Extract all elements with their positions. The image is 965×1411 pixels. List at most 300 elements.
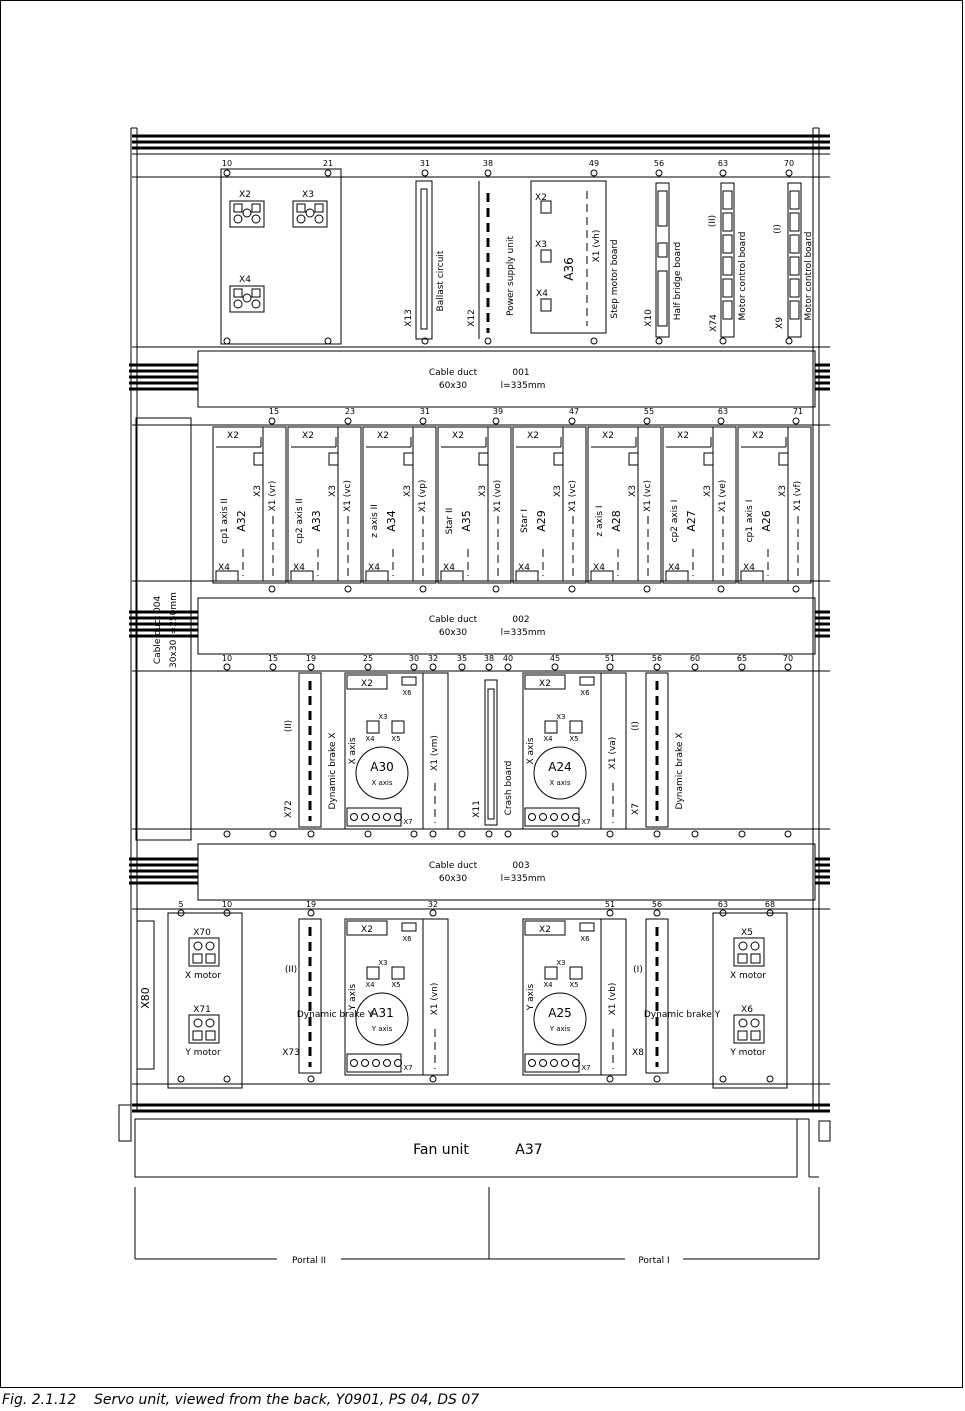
board-a33-x3-port xyxy=(329,453,338,465)
row3-position-label: 56 xyxy=(651,654,663,663)
amplifier-a31-x5-label: X5 xyxy=(391,981,401,989)
row3-hole xyxy=(785,664,791,670)
board-a34-x1-label: X1 (vp) xyxy=(418,479,428,513)
board-a28-x4-label: X4 xyxy=(593,563,605,573)
amplifier-a24-x6-port xyxy=(580,677,594,685)
cable-duct-003-size: 60x30 xyxy=(438,874,468,884)
amplifier-a30-sub: X axis xyxy=(371,779,393,787)
amplifier-a25-x5-label: X5 xyxy=(569,981,579,989)
cable-duct-001-id: 001 xyxy=(512,368,530,378)
servo-unit-drawing xyxy=(1,1,964,1389)
amplifier-a31-axis-label: Y axis xyxy=(348,983,358,1011)
motor-control-board-ii-cell xyxy=(723,213,732,231)
amplifier-a25-x7-port xyxy=(525,1054,579,1072)
row4-position-label: 10 xyxy=(221,900,233,909)
amplifier-a30-x4-port xyxy=(367,721,379,733)
motor-control-board-ii-cell xyxy=(723,279,732,297)
row4-position-label: 32 xyxy=(427,900,439,909)
connector-x4-pin xyxy=(234,300,242,308)
board-a28-x2-label: X2 xyxy=(602,431,614,441)
row1-hole xyxy=(591,170,597,176)
row2-position-label: 31 xyxy=(419,407,431,416)
motor-control-board-ii-cell xyxy=(723,235,732,253)
connector-x2-label: X2 xyxy=(239,190,251,200)
connector-x2-pin xyxy=(243,209,251,217)
board-a29-name: A29 xyxy=(535,510,548,532)
board-a29-x3-port xyxy=(554,453,563,465)
figure-caption xyxy=(2,1392,479,1408)
amplifier-a24-x1-label: X1 (va) xyxy=(608,736,618,770)
row3-hole xyxy=(607,664,613,670)
amplifier-a30-x7-pin xyxy=(373,814,380,821)
connector-x71-label: X71 xyxy=(193,1005,211,1015)
amplifier-a25-sub: Y axis xyxy=(549,1025,571,1033)
board-a32-x1-label: X1 (vr) xyxy=(268,480,278,512)
connector-x71-pin xyxy=(194,1019,202,1027)
slot-x80: X80 xyxy=(139,987,152,1009)
board-a35-x3-label: X3 xyxy=(478,485,488,497)
row3-hole xyxy=(739,664,745,670)
row1-position-label: 38 xyxy=(482,159,494,168)
connector-x5-pin xyxy=(751,954,760,963)
amplifier-a30-x7-pin xyxy=(395,814,402,821)
row3-hole xyxy=(411,831,417,837)
connector-x4-label: X4 xyxy=(239,275,251,285)
row4-hole xyxy=(308,1076,314,1082)
connector-x70-pin xyxy=(206,954,215,963)
amplifier-a30-x6-label: X6 xyxy=(402,689,412,697)
row2-hole xyxy=(420,586,426,592)
board-a35-axis-label: Star II xyxy=(445,507,455,535)
row2-hole xyxy=(644,586,650,592)
amplifier-a24-sub: X axis xyxy=(549,779,571,787)
a36-x1-label: X1 (vh) xyxy=(592,229,602,263)
crash-board xyxy=(485,680,497,825)
row1-hole xyxy=(656,170,662,176)
row1-position-label: 31 xyxy=(419,159,431,168)
fan-right-bracket xyxy=(819,1121,830,1141)
row2-hole xyxy=(569,418,575,424)
motor-connector-panel-left xyxy=(168,913,242,1088)
row3-hole xyxy=(459,831,465,837)
amplifier-a31-x7-pin xyxy=(384,1060,391,1067)
amplifier-a24-x7-pin xyxy=(562,814,569,821)
amplifier-a31-x7-pin xyxy=(351,1060,358,1067)
amplifier-a30-x1-label: X1 (vm) xyxy=(430,735,440,771)
amplifier-a30-x5-label: X5 xyxy=(391,735,401,743)
row2-hole xyxy=(793,586,799,592)
slot-x74: X74 xyxy=(709,314,719,332)
row4-hole xyxy=(607,910,613,916)
row2-hole xyxy=(345,418,351,424)
connector-x4 xyxy=(230,286,264,312)
amplifier-a25-x7-pin xyxy=(562,1060,569,1067)
row1-position-label: 56 xyxy=(653,159,665,168)
row3-hole xyxy=(607,831,613,837)
amplifier-a24-x3-label: X3 xyxy=(556,713,566,721)
amplifier-a30-x6-port xyxy=(402,677,416,685)
connector-x4-pin xyxy=(234,289,242,297)
connector-x2-pin xyxy=(252,215,260,223)
row2-position-label: 15 xyxy=(268,407,280,416)
connector-x6-pin xyxy=(739,1019,747,1027)
amplifier-a25-x7-pin xyxy=(551,1060,558,1067)
row2-hole xyxy=(269,418,275,424)
row3-hole xyxy=(365,831,371,837)
amplifier-a25-x4-label: X4 xyxy=(543,981,553,989)
row2-hole xyxy=(718,586,724,592)
row2-hole xyxy=(493,418,499,424)
cable-duct-003-name: Cable duct xyxy=(428,861,478,871)
row3-hole xyxy=(505,831,511,837)
connector-x2-pin xyxy=(234,204,242,212)
row2-position-label: 71 xyxy=(792,407,804,416)
amplifier-a24-x4-port xyxy=(545,721,557,733)
half-bridge-slot xyxy=(658,191,667,226)
amplifier-a24-x7-label: X7 xyxy=(581,818,591,826)
board-a27-x2-label: X2 xyxy=(677,431,689,441)
motor-control-board-i-cell xyxy=(790,235,799,253)
row3-hole xyxy=(486,831,492,837)
dynamic-brake-x-i-tag: (I) xyxy=(631,721,641,731)
connector-x6-pin xyxy=(751,1019,759,1027)
row1-hole xyxy=(422,170,428,176)
connector-x5-pin xyxy=(751,942,759,950)
figure-title: Servo unit, viewed from the back, Y0901, PS 04, DS 07 xyxy=(94,1392,480,1408)
row4-hole xyxy=(654,910,660,916)
board-a29-x4-label: X4 xyxy=(518,563,530,573)
cabinet xyxy=(119,128,830,1266)
amplifier-a25-x7-label: X7 xyxy=(581,1064,591,1072)
amplifier-a31-x2-label: X2 xyxy=(361,925,373,935)
row1-position-label: 10 xyxy=(221,159,233,168)
row1-position-label: 70 xyxy=(783,159,795,168)
row2-hole xyxy=(569,586,575,592)
dynamic-brake-y-ii-tag: (II) xyxy=(284,965,298,975)
row3-hole xyxy=(224,831,230,837)
cable-duct-002-id: 002 xyxy=(512,615,530,625)
row1-hole xyxy=(656,338,662,344)
dynamic-brake-y-ii-label: Dynamic brake Y xyxy=(296,1010,374,1020)
row3-position-label: 70 xyxy=(782,654,794,663)
connector-x5-motor-label: X motor xyxy=(729,971,767,981)
cable-duct-001-name: Cable duct xyxy=(428,368,478,378)
connector-x71-pin xyxy=(206,1019,214,1027)
amplifier-a24-x5-label: X5 xyxy=(569,735,579,743)
row3-hole xyxy=(692,664,698,670)
connector-x2-pin xyxy=(252,204,260,212)
cable-duct-003-id: 003 xyxy=(512,861,530,871)
amplifier-a31-x6-port xyxy=(402,923,416,931)
cable-duct-002-size: 60x30 xyxy=(438,628,468,638)
row4-hole xyxy=(654,1076,660,1082)
board-a33-axis-label: cp2 axis II xyxy=(295,498,305,544)
cable-duct-001 xyxy=(198,351,815,407)
a36-x4-port xyxy=(541,299,551,311)
row2-position-label: 55 xyxy=(643,407,655,416)
amplifier-a31-name: A31 xyxy=(370,1006,394,1020)
motor-control-board-i-cell xyxy=(790,191,799,209)
connector-x3-pin xyxy=(315,215,323,223)
amplifier-a24-x5-port xyxy=(570,721,582,733)
mcb-i-tag: (I) xyxy=(773,224,783,234)
slot-x9: X9 xyxy=(775,317,785,329)
connector-x4-pin xyxy=(252,300,260,308)
dynamic-brake-x-ii-label: Dynamic brake X xyxy=(328,732,338,810)
connector-x5-pin xyxy=(739,942,747,950)
board-a32-name: A32 xyxy=(235,510,248,532)
row4-position-label: 56 xyxy=(651,900,663,909)
row3-hole xyxy=(430,664,436,670)
connector-x3-pin xyxy=(297,215,305,223)
amplifier-a30-x7-pin xyxy=(384,814,391,821)
row3-hole xyxy=(459,664,465,670)
board-a29-x1-label: X1 (vc) xyxy=(568,479,578,513)
connector-x3-pin xyxy=(306,209,314,217)
ballast-circuit-slot xyxy=(421,189,427,329)
figure-number: Fig. 2.1.12 xyxy=(2,1392,77,1408)
row3-position-label: 30 xyxy=(408,654,420,663)
connector-x3-label: X3 xyxy=(302,190,314,200)
row3-position-label: 51 xyxy=(604,654,616,663)
cable-duct-002 xyxy=(198,598,815,654)
amplifier-a25-x2-label: X2 xyxy=(539,925,551,935)
board-a27-x3-port xyxy=(704,453,713,465)
row1-position-label: 49 xyxy=(588,159,600,168)
connector-x3-pin xyxy=(315,204,323,212)
a36-name: A36 xyxy=(562,257,576,281)
row3-position-label: 35 xyxy=(456,654,468,663)
row3-hole xyxy=(505,664,511,670)
amplifier-a30-x3-label: X3 xyxy=(378,713,388,721)
amplifier-a25-name: A25 xyxy=(548,1006,572,1020)
amplifier-a24-x7-pin xyxy=(573,814,580,821)
board-a34-x4-label: X4 xyxy=(368,563,380,573)
amplifier-a31-x7-pin xyxy=(362,1060,369,1067)
slot-x12: X12 xyxy=(467,309,477,327)
row4-hole xyxy=(607,1076,613,1082)
connector-x3 xyxy=(293,201,327,227)
connector-x70-motor-label: X motor xyxy=(184,971,222,981)
row3-hole xyxy=(224,664,230,670)
board-a34-name: A34 xyxy=(385,510,398,532)
board-a33-name: A33 xyxy=(310,510,323,532)
motor-control-board-ii-label: Motor control board xyxy=(738,231,748,321)
board-a32-axis-label: cp1 axis II xyxy=(220,498,230,544)
slot-x11: X11 xyxy=(472,800,482,818)
amplifier-a31-x6-label: X6 xyxy=(402,935,412,943)
fan-left-bracket xyxy=(119,1105,131,1141)
amplifier-a30-x7-pin xyxy=(362,814,369,821)
row1-hole xyxy=(224,338,230,344)
row4-hole xyxy=(767,1076,773,1082)
amplifier-a25-x7-pin xyxy=(529,1060,536,1067)
board-a29-axis-label: Star I xyxy=(520,509,530,533)
board-a32-x4-label: X4 xyxy=(218,563,230,573)
amplifier-a30-x4-label: X4 xyxy=(365,735,375,743)
row1-hole xyxy=(720,338,726,344)
row4-position-label: 19 xyxy=(305,900,317,909)
row3-position-label: 25 xyxy=(362,654,374,663)
motor-control-board-ii-cell xyxy=(723,191,732,209)
motor-connector-panel-right xyxy=(713,913,787,1088)
amplifier-a25-x1-label: X1 (vb) xyxy=(608,982,618,1016)
crash-board-slot xyxy=(488,689,494,819)
row1-hole xyxy=(786,170,792,176)
cable-duct-002-length: l=335mm xyxy=(500,628,546,638)
board-a32-x3-label: X3 xyxy=(253,485,263,497)
amplifier-a30-x7-label: X7 xyxy=(403,818,413,826)
board-a35-x4-label: X4 xyxy=(443,563,455,573)
board-a32-x3-port xyxy=(254,453,263,465)
row4-hole xyxy=(720,1076,726,1082)
board-a35-x2-label: X2 xyxy=(452,431,464,441)
connector-x2 xyxy=(230,201,264,227)
row4-position-label: 63 xyxy=(717,900,729,909)
board-a28-x1-label: X1 (vc) xyxy=(643,479,653,513)
row2-position-label: 23 xyxy=(344,407,356,416)
row3-hole xyxy=(270,664,276,670)
row3-hole xyxy=(654,664,660,670)
slot-x13: X13 xyxy=(404,309,414,327)
row3-position-label: 65 xyxy=(736,654,748,663)
row1-hole xyxy=(485,170,491,176)
row1-hole xyxy=(485,338,491,344)
row1-hole xyxy=(224,170,230,176)
row2-hole xyxy=(793,418,799,424)
row4-hole xyxy=(224,1076,230,1082)
amplifier-a30-x2-label: X2 xyxy=(361,679,373,689)
amplifier-a24-x7-port xyxy=(525,808,579,826)
row1-hole xyxy=(786,338,792,344)
board-a26-axis-label: cp1 axis I xyxy=(745,499,755,543)
board-a26-x2-label: X2 xyxy=(752,431,764,441)
amplifier-a25-x5-port xyxy=(570,967,582,979)
row3-position-label: 40 xyxy=(502,654,514,663)
connector-x6-label: X6 xyxy=(741,1005,753,1015)
row3-hole xyxy=(692,831,698,837)
row2-position-label: 63 xyxy=(717,407,729,416)
dynamic-brake-y-i-tag: (I) xyxy=(633,965,643,975)
row3-position-label: 10 xyxy=(221,654,233,663)
amplifier-a31-x7-port xyxy=(347,1054,401,1072)
connector-x4-pin xyxy=(252,289,260,297)
board-a28-axis-label: z axis I xyxy=(595,505,605,537)
step-motor-board-label: Step motor board xyxy=(610,239,620,319)
fan-unit-name: A37 xyxy=(515,1142,543,1158)
amplifier-a25-x4-port xyxy=(545,967,557,979)
row3-hole xyxy=(308,831,314,837)
amplifier-a31-sub: Y axis xyxy=(371,1025,393,1033)
row3-hole xyxy=(308,664,314,670)
motor-control-board-i-cell xyxy=(790,257,799,275)
amplifier-a30-x7-port xyxy=(347,808,401,826)
row2-hole xyxy=(644,418,650,424)
portal-i-label: Portal I xyxy=(638,1256,670,1266)
row1-hole xyxy=(325,338,331,344)
motor-control-board-ii-cell xyxy=(723,257,732,275)
dynamic-brake-x-ii-slot: X72 xyxy=(284,800,294,818)
amplifier-a30-name: A30 xyxy=(370,760,394,774)
motor-control-board-i-label: Motor control board xyxy=(804,231,814,321)
amplifier-a31-x7-pin xyxy=(373,1060,380,1067)
row2-hole xyxy=(420,418,426,424)
cable-duct-001-size: 60x30 xyxy=(438,381,468,391)
board-a34-x3-label: X3 xyxy=(403,485,413,497)
board-a26-x3-label: X3 xyxy=(778,485,788,497)
ballast-circuit-label: Ballast circuit xyxy=(436,250,446,312)
dynamic-brake-y-i-slot: X8 xyxy=(632,1048,644,1058)
a36-x4-label: X4 xyxy=(536,289,548,299)
row3-hole xyxy=(270,831,276,837)
board-a35-name: A35 xyxy=(460,510,473,532)
row3-hole xyxy=(654,831,660,837)
cable-duct-002-name: Cable duct xyxy=(428,615,478,625)
row4-position-label: 51 xyxy=(604,900,616,909)
board-a26-name: A26 xyxy=(760,510,773,532)
connector-x70-pin xyxy=(206,942,214,950)
connector-x71-motor-label: Y motor xyxy=(185,1048,221,1058)
row2-hole xyxy=(345,586,351,592)
power-supply-unit-label: Power supply unit xyxy=(506,235,516,317)
row3-hole xyxy=(411,664,417,670)
amplifier-a31-x5-port xyxy=(392,967,404,979)
cable-duct-003-length: l=335mm xyxy=(500,874,546,884)
amplifier-a31-x4-port xyxy=(367,967,379,979)
board-a34-x3-port xyxy=(404,453,413,465)
amplifier-a31-x4-label: X4 xyxy=(365,981,375,989)
row4-hole xyxy=(430,1076,436,1082)
dynamic-brake-y-ii-slot: X73 xyxy=(282,1048,300,1058)
amplifier-a24-x4-label: X4 xyxy=(543,735,553,743)
row4-hole xyxy=(178,1076,184,1082)
board-a26-x4-label: X4 xyxy=(743,563,755,573)
amplifier-a24-x6-label: X6 xyxy=(580,689,590,697)
amplifier-a25-axis-label: Y axis xyxy=(526,983,536,1011)
half-bridge-slot xyxy=(658,243,667,257)
row1-hole xyxy=(720,170,726,176)
board-a27-name: A27 xyxy=(685,510,698,532)
amplifier-a24-x7-pin xyxy=(551,814,558,821)
motor-control-board-i-cell xyxy=(790,301,799,319)
amplifier-a24-x2-label: X2 xyxy=(539,679,551,689)
board-a27-x4-label: X4 xyxy=(668,563,680,573)
row2-hole xyxy=(493,586,499,592)
row2-position-label: 47 xyxy=(568,407,580,416)
row3-hole xyxy=(552,831,558,837)
dynamic-brake-y-i-label: Dynamic brake Y xyxy=(643,1010,721,1020)
connector-x70-label: X70 xyxy=(193,928,211,938)
row3-hole xyxy=(739,831,745,837)
board-a33-x4-label: X4 xyxy=(293,563,305,573)
row3-position-label: 45 xyxy=(549,654,561,663)
a36-x3-label: X3 xyxy=(535,240,547,250)
amplifier-a25-x7-pin xyxy=(540,1060,547,1067)
board-a28-x3-label: X3 xyxy=(628,485,638,497)
board-a28-x3-port xyxy=(629,453,638,465)
connector-x70-pin xyxy=(193,954,202,963)
connector-x70-pin xyxy=(194,942,202,950)
board-a35-x1-label: X1 (vo) xyxy=(493,479,503,513)
slot-x10: X10 xyxy=(644,309,654,327)
cable-duct-004-name: Cable duct 004 xyxy=(153,595,163,665)
motor-control-board-ii-cell xyxy=(723,301,732,319)
cable-duct-004-size: 30x30 l=250mm xyxy=(169,592,179,668)
row3-hole xyxy=(430,831,436,837)
amplifier-a25-x3-label: X3 xyxy=(556,959,566,967)
connector-x71-pin xyxy=(193,1031,202,1040)
amplifier-a31-x1-label: X1 (vn) xyxy=(430,982,440,1016)
